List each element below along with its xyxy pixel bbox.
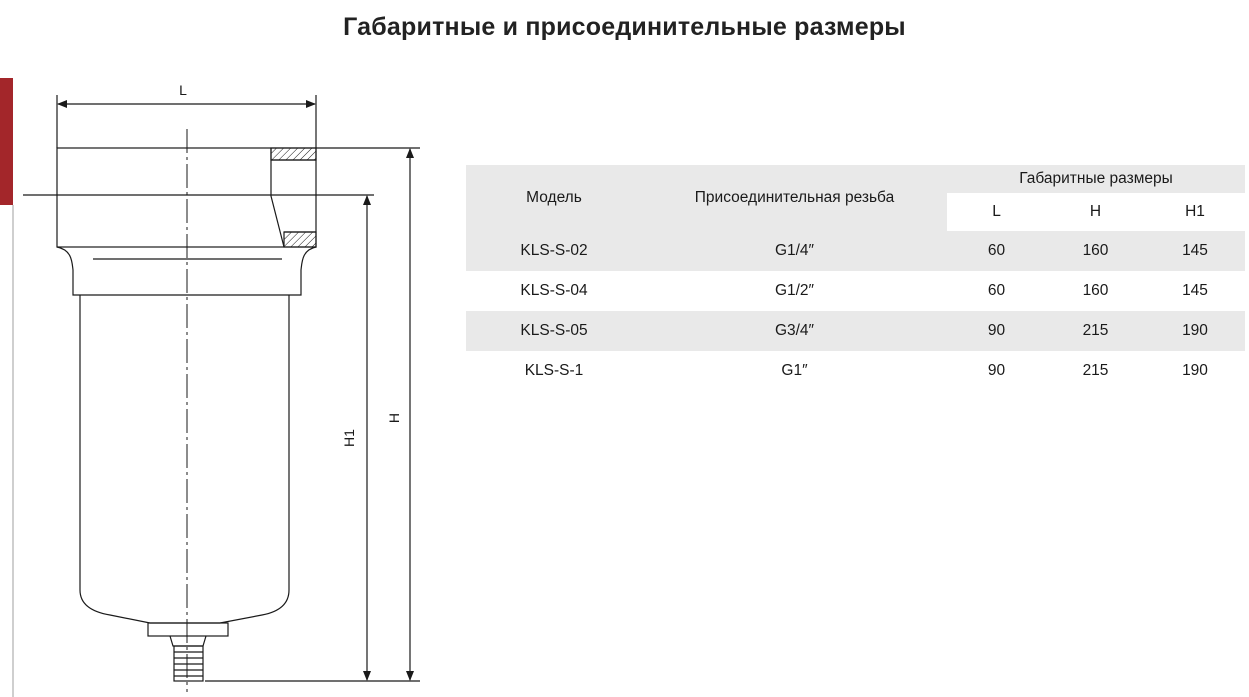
- filter-bowl: [80, 295, 289, 623]
- cell-thread: G1/2″: [642, 271, 947, 311]
- page-title: Габаритные и присоединительные размеры: [343, 13, 906, 41]
- drain-nut: [170, 636, 206, 646]
- cell-l: 90: [947, 311, 1046, 351]
- label-h: H: [386, 412, 402, 424]
- dimensions-table: [466, 165, 1245, 391]
- cell-l: 90: [947, 351, 1046, 391]
- cell-l: 60: [947, 271, 1046, 311]
- table-row: [466, 351, 1245, 391]
- cell-thread: G1/4″: [642, 231, 947, 271]
- label-l: L: [179, 82, 187, 98]
- cell-model: KLS-S-05: [466, 311, 642, 351]
- cell-h: 160: [1046, 271, 1145, 311]
- header-h1: H1: [1145, 193, 1245, 231]
- cell-h: 215: [1046, 351, 1145, 391]
- cell-h1: 190: [1145, 311, 1245, 351]
- label-h1: H1: [341, 429, 357, 447]
- table-row: [466, 231, 1245, 271]
- cell-model: KLS-S-04: [466, 271, 642, 311]
- table-row: [466, 271, 1245, 311]
- header-thread: Присоединительная резьба: [642, 165, 947, 231]
- header-dims-group: Габаритные размеры: [947, 165, 1245, 193]
- header-l: L: [947, 193, 1046, 231]
- thread-hatch-top: [271, 148, 316, 160]
- cell-model: KLS-S-02: [466, 231, 642, 271]
- cell-h1: 145: [1145, 271, 1245, 311]
- cell-l: 60: [947, 231, 1046, 271]
- header-h: H: [1046, 193, 1145, 231]
- filter-head: [57, 148, 316, 247]
- cell-h: 160: [1046, 231, 1145, 271]
- thread-hatch-bottom: [284, 232, 316, 247]
- filter-dimension-drawing: [0, 0, 440, 697]
- cell-thread: G3/4″: [642, 311, 947, 351]
- cell-model: KLS-S-1: [466, 351, 642, 391]
- table-row: [466, 311, 1245, 351]
- drain-base: [148, 623, 228, 636]
- header-model: Модель: [466, 165, 642, 231]
- cell-thread: G1″: [642, 351, 947, 391]
- cell-h: 215: [1046, 311, 1145, 351]
- cell-h1: 190: [1145, 351, 1245, 391]
- cell-h1: 145: [1145, 231, 1245, 271]
